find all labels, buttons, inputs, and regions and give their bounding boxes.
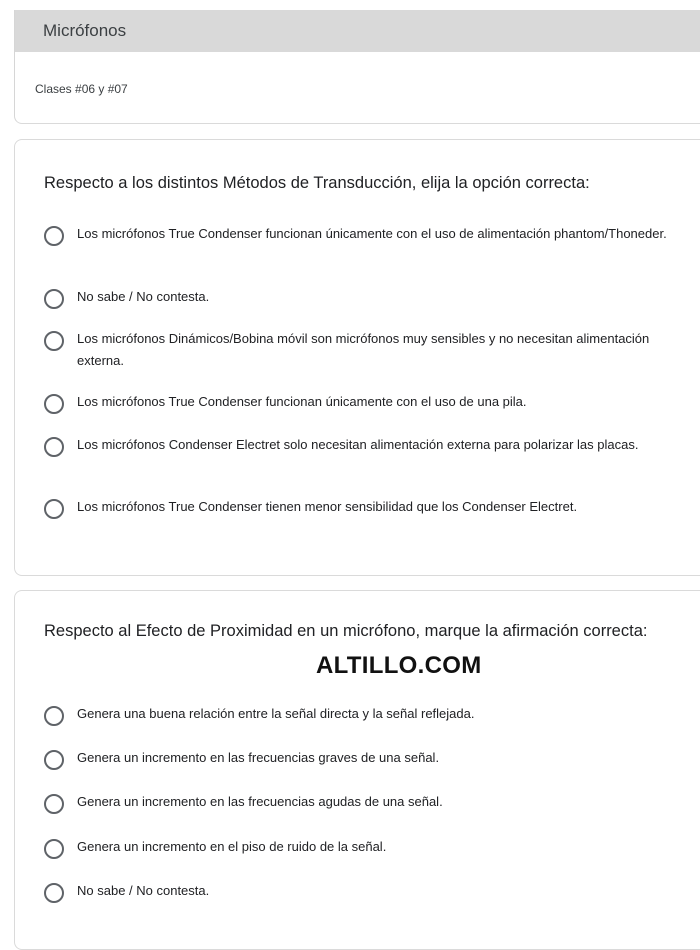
radio-circle-icon[interactable] (44, 883, 64, 903)
radio-option[interactable] (44, 880, 684, 903)
radio-circle-icon[interactable] (44, 794, 64, 814)
radio-circle-icon[interactable] (44, 289, 64, 309)
radio-option[interactable] (44, 836, 684, 859)
radio-option[interactable] (44, 747, 684, 770)
option-label: Los micrófonos Dinámicos/Bobina móvil son micrófonos muy sensibles y no necesitan alimentación externa. (77, 331, 650, 368)
question-title: Respecto a los distintos Métodos de Transducción, elija la opción correcta: (44, 174, 590, 192)
option-label: Los micrófonos True Condenser funcionan únicamente con el uso de alimentación phantom/Thoneder. (77, 226, 667, 241)
radio-circle-icon[interactable] (44, 394, 64, 414)
radio-option[interactable] (44, 286, 684, 309)
option-label: Los micrófonos Condenser Electret solo necesitan alimentación externa para polarizar las placas. (77, 437, 639, 452)
option-label: Los micrófonos True Condenser tienen menor sensibilidad que los Condenser Electret. (77, 499, 578, 514)
option-label: Genera un incremento en las frecuencias graves de una señal. (77, 750, 440, 765)
watermark: ALTILLO.COM (316, 652, 482, 679)
radio-circle-icon[interactable] (44, 839, 64, 859)
question-card-transduction (14, 139, 700, 576)
radio-option[interactable] (44, 328, 684, 372)
section-header-card (14, 10, 700, 124)
radio-option[interactable] (44, 391, 684, 414)
radio-circle-icon[interactable] (44, 750, 64, 770)
option-label: No sabe / No contesta. (77, 289, 210, 304)
radio-circle-icon[interactable] (44, 437, 64, 457)
radio-circle-icon[interactable] (44, 499, 64, 519)
radio-option[interactable] (44, 496, 684, 519)
radio-circle-icon[interactable] (44, 331, 64, 351)
option-label: Genera una buena relación entre la señal directa y la señal reflejada. (77, 706, 475, 721)
radio-circle-icon[interactable] (44, 706, 64, 726)
radio-option[interactable] (44, 791, 684, 814)
section-description: Clases #06 y #07 (35, 82, 128, 96)
radio-circle-icon[interactable] (44, 226, 64, 246)
radio-option[interactable] (44, 703, 684, 726)
section-title: Micrófonos (43, 21, 127, 40)
section-header-band (15, 10, 700, 52)
option-label: Genera un incremento en el piso de ruido de la señal. (77, 839, 387, 854)
radio-option[interactable] (44, 434, 684, 457)
option-label: Los micrófonos True Condenser funcionan únicamente con el uso de una pila. (77, 394, 527, 409)
option-label: No sabe / No contesta. (77, 883, 210, 898)
radio-option[interactable] (44, 223, 684, 246)
option-label: Genera un incremento en las frecuencias agudas de una señal. (77, 794, 443, 809)
question-card-proximity (14, 590, 700, 950)
question-title: Respecto al Efecto de Proximidad en un micrófono, marque la afirmación correcta: (44, 622, 648, 640)
